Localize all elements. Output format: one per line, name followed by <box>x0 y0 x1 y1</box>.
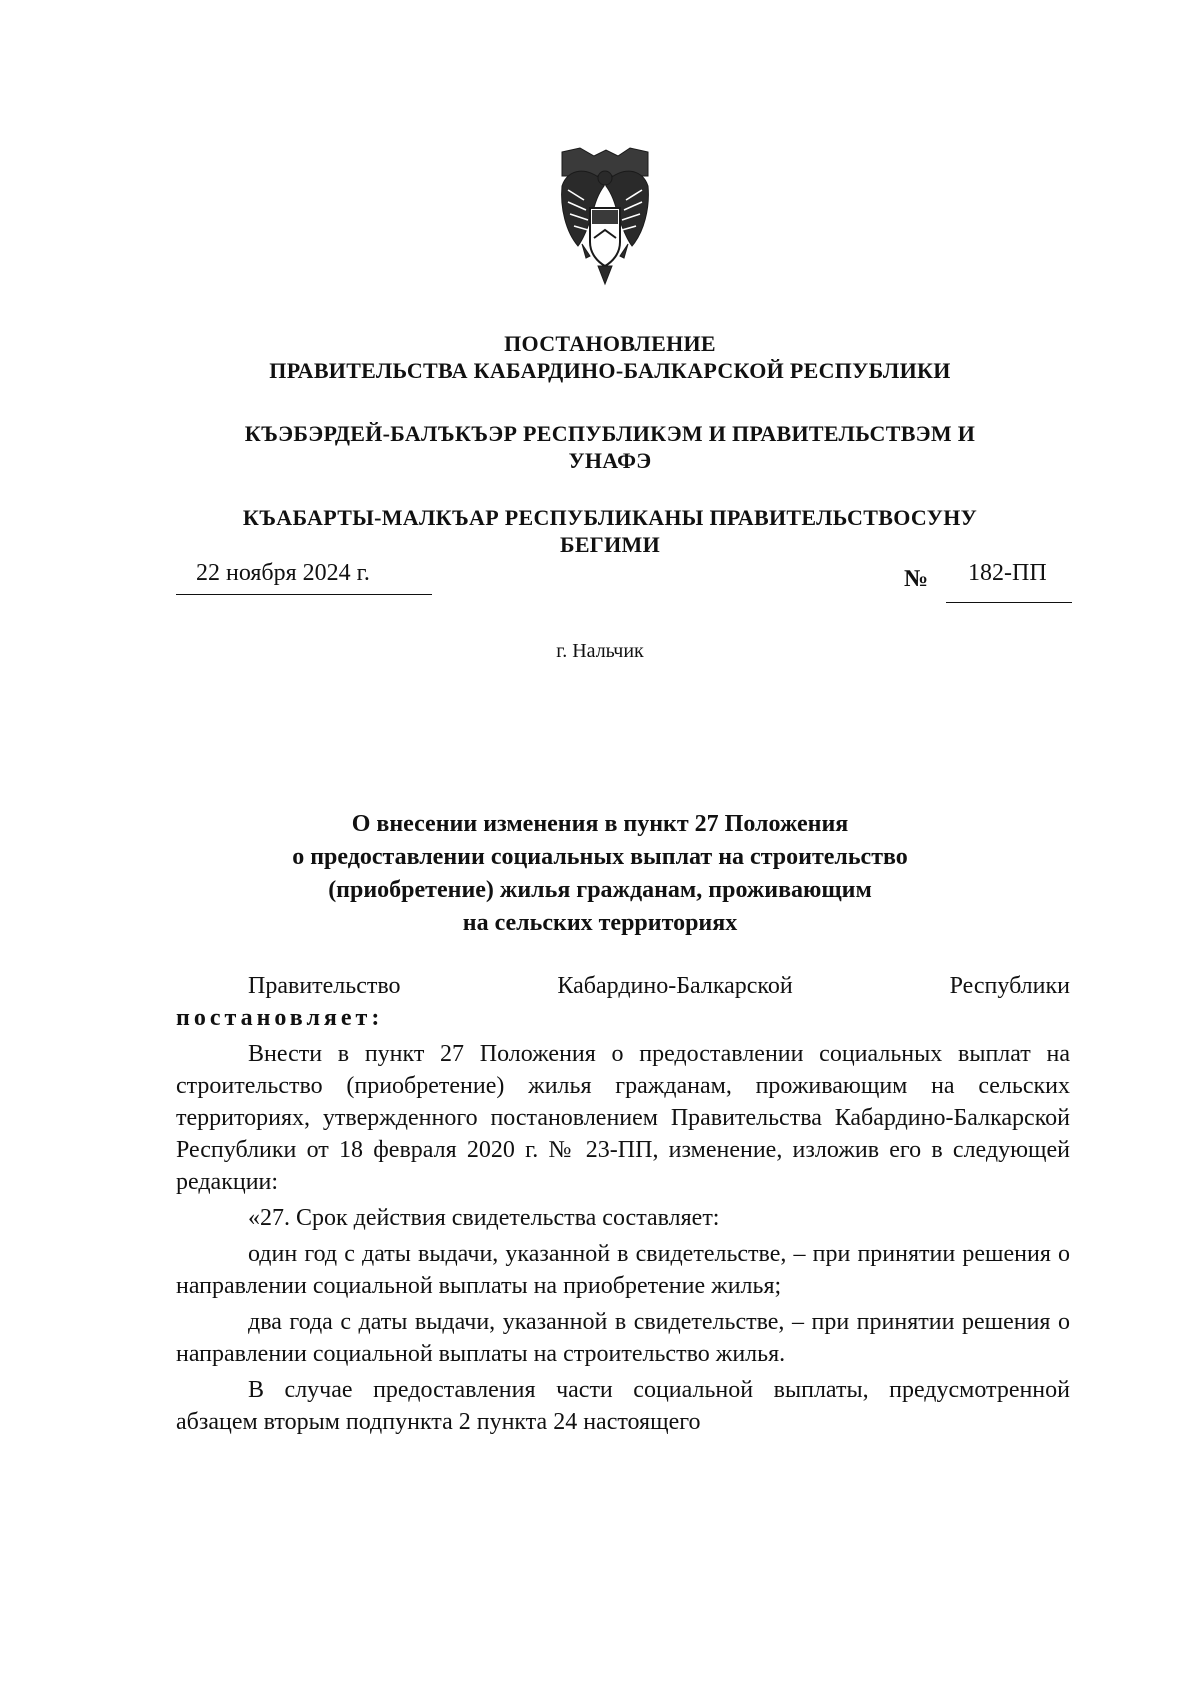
city: г. Нальчик <box>556 640 644 662</box>
body-paragraph: один год с даты выдачи, указанной в свидетельстве, – при принятии решения о направлении социальной выплаты на приобретение жилья; <box>176 1241 1070 1299</box>
title-line: (приобретение) жилья гражданам, проживающим <box>328 877 872 903</box>
decree-word-paragraph <box>176 1002 1070 1034</box>
heading-line: КЪЭБЭРДЕЙ-БАЛЪКЪЭР РЕСПУБЛИКЭМ И ПРАВИТЕЛЬСТВЭМ И <box>244 421 976 446</box>
number-underline <box>946 602 1072 603</box>
coat-of-arms-icon <box>558 146 652 288</box>
number-sign: № <box>904 566 929 592</box>
heading-line: БЕГИМИ <box>559 532 660 557</box>
document-date: 22 ноября 2024 г. <box>196 560 370 586</box>
heading-line: КЪАБАРТЫ-МАЛКЪАР РЕСПУБЛИКАНЫ ПРАВИТЕЛЬСТВОСУНУ <box>242 505 978 530</box>
heading-line: УНАФЭ <box>568 448 652 473</box>
title-line: на сельских территориях <box>462 910 738 936</box>
document-type-heading <box>170 330 1050 384</box>
body-paragraph: два года с даты выдачи, указанной в свидетельстве, – при принятии решения о направлении социальной выплаты на строительство жилья. <box>176 1309 1070 1367</box>
document-title <box>200 808 1000 940</box>
title-line: о предоставлении социальных выплат на строительство <box>292 844 908 870</box>
document-number: 182-ПП <box>968 560 1047 586</box>
date-underline <box>176 594 432 595</box>
intro-paragraph: Правительство Кабардино-Балкарской Республики <box>248 973 1070 999</box>
decree-word: постановляет: <box>176 1005 384 1031</box>
title-line: О внесении изменения в пункт 27 Положения <box>351 811 849 837</box>
balkar-heading <box>170 504 1050 558</box>
body-paragraph: Внести в пункт 27 Положения о предоставлении социальных выплат на строительство (приобретение) жилья гражданам, проживающим на сельских территориях, утвержденного постановлением Правительства Кабардино-Балкарской Республики от 18 февраля 2020 г. № 23-ПП, изменение, изложив его в следующей редакции: <box>176 1041 1070 1195</box>
kabardian-heading <box>170 420 1050 474</box>
body-paragraph: «27. Срок действия свидетельства составляет: <box>248 1205 720 1231</box>
body-paragraph: В случае предоставления части социальной выплаты, предусмотренной абзацем вторым подпункта 2 пункта 24 настоящего <box>176 1377 1070 1435</box>
heading-line: ПОСТАНОВЛЕНИЕ <box>504 331 716 356</box>
date-number-row <box>176 560 1070 606</box>
document-body <box>176 970 1070 1442</box>
heading-line: ПРАВИТЕЛЬСТВА КАБАРДИНО-БАЛКАРСКОЙ РЕСПУБЛИКИ <box>269 358 951 383</box>
